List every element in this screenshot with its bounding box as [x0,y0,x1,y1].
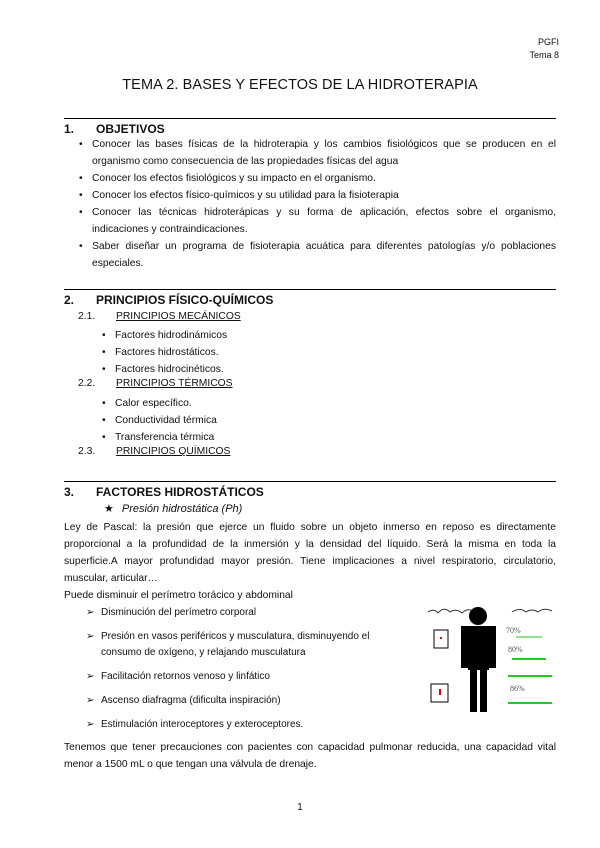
precautions-paragraph: Tenemos que tener precauciones con pacientes con capacidad pulmonar reducida, una capacidad vital menor a 1500 mL o que tengan una válvula de drenaje. [64,742,556,770]
thermal-principles-list [102,395,217,446]
list-item: • Conocer los efectos físico-químicos y su utilidad para la fisioterapia [92,187,556,204]
pressure-label-86: 86% [510,684,525,693]
mechanical-principles-list [102,327,228,378]
page-header [529,36,559,62]
section-title: FACTORES HIDROSTÁTICOS [96,485,264,499]
course-code: PGFI [537,37,559,47]
arrow-bullet-icon: ➢ [86,671,95,682]
perimeter-paragraph: Puede disminuir el perímetro torácico y abdominal [64,590,293,601]
bullet-icon: • [102,330,106,341]
star-item: ★ Presión hidrostática (Ph) [104,503,243,515]
list-item: • Conocer las técnicas hidroterápicas y su forma de aplicación, efectos sobre el organismo, indicaciones y contraindicaciones. [92,204,556,238]
bullet-icon: • [102,364,106,375]
document-title: TEMA 2. BASES Y EFECTOS DE LA HIDROTERAPIA [122,77,478,93]
topic-number: Tema 8 [529,50,559,60]
section-title: OBJETIVOS [96,122,165,136]
list-item: • Factores hidrostáticos. [115,344,227,361]
section-title: PRINCIPIOS FÍSICO-QUÍMICOS [96,293,274,307]
section-3-heading [64,481,556,499]
subsection-2-2: 2.2. PRINCIPIOS TÉRMICOS [78,378,233,389]
list-item: • Conocer las bases físicas de la hidroterapia y los cambios fisiológicos que se producen en el organismo como consecuencia de las propiedades físicas del agua [92,136,556,170]
bullet-icon: • [79,173,83,184]
bullet-icon: • [79,190,83,201]
figure-illustration [428,606,554,716]
human-silhouette [461,607,496,712]
hydrostatic-pressure-figure [428,606,554,716]
list-item: ➢ Estimulación interoceptores y exteroceptores. [86,717,406,733]
arrow-bullet-icon: ➢ [86,631,95,642]
bullet-icon: • [102,432,106,443]
bullet-icon: • [79,207,83,218]
list-item: • Factores hidrodinámicos [115,327,227,344]
arrow-bullet-icon: ➢ [86,719,95,730]
bullet-icon: • [102,398,106,409]
section-2-heading [64,289,556,307]
pressure-label-80: 80% [508,645,523,654]
bullet-icon: • [79,139,83,150]
star-icon: ★ [104,503,114,515]
section-1-heading [64,118,556,136]
list-item: • Calor específico. [115,395,217,412]
section-number: 1. [64,122,75,136]
subsection-2-3: 2.3. PRINCIPIOS QUÍMICOS [78,446,231,457]
list-item: • Transferencia térmica [115,429,217,446]
list-item: • Conocer los efectos fisiológicos y su impacto en el organismo. [92,170,556,187]
bullet-icon: • [79,241,83,252]
bullet-icon: • [102,415,106,426]
arrow-bullet-icon: ➢ [86,695,95,706]
list-item: ➢ Disminución del perímetro corporal [86,605,406,621]
water-surface [428,609,552,613]
lower-marker-dot [439,689,441,695]
objectives-list [79,136,556,272]
section-number: 3. [64,485,75,499]
list-item: • Conductividad térmica [115,412,217,429]
pressure-label-70: 70% [506,626,521,635]
pascal-law-paragraph: Ley de Pascal: la presión que ejerce un fluido sobre un objeto inmerso en reposo es directamente proporcional a la profundidad de la inmersión y la densidad del líquido. Será la misma en toda la superficie.A mayor profundidad mayor presión. Tiene implicaciones a nivel respiratorio, circulatorio, muscular, articular… [64,522,556,584]
page-number: 1 [297,802,303,813]
upper-marker-dot [440,637,442,639]
list-item: ➢ Presión en vasos periféricos y musculatura, disminuyendo el consumo de oxígeno, y relajando musculatura [86,631,370,658]
list-item: ➢ Facilitación retornos venoso y linfático [86,669,406,685]
list-item: • Saber diseñar un programa de fisioterapia acuática para diferentes patologías y/o poblaciones especiales. [92,238,556,272]
arrow-bullet-icon: ➢ [86,607,95,618]
list-item: • Factores hidrocinéticos. [115,361,227,378]
list-item: ➢ Ascenso diafragma (dificulta inspiración) [86,693,406,709]
subsection-2-1: 2.1. PRINCIPIOS MECÁNICOS [78,311,241,322]
section-number: 2. [64,293,75,307]
bullet-icon: • [102,347,106,358]
